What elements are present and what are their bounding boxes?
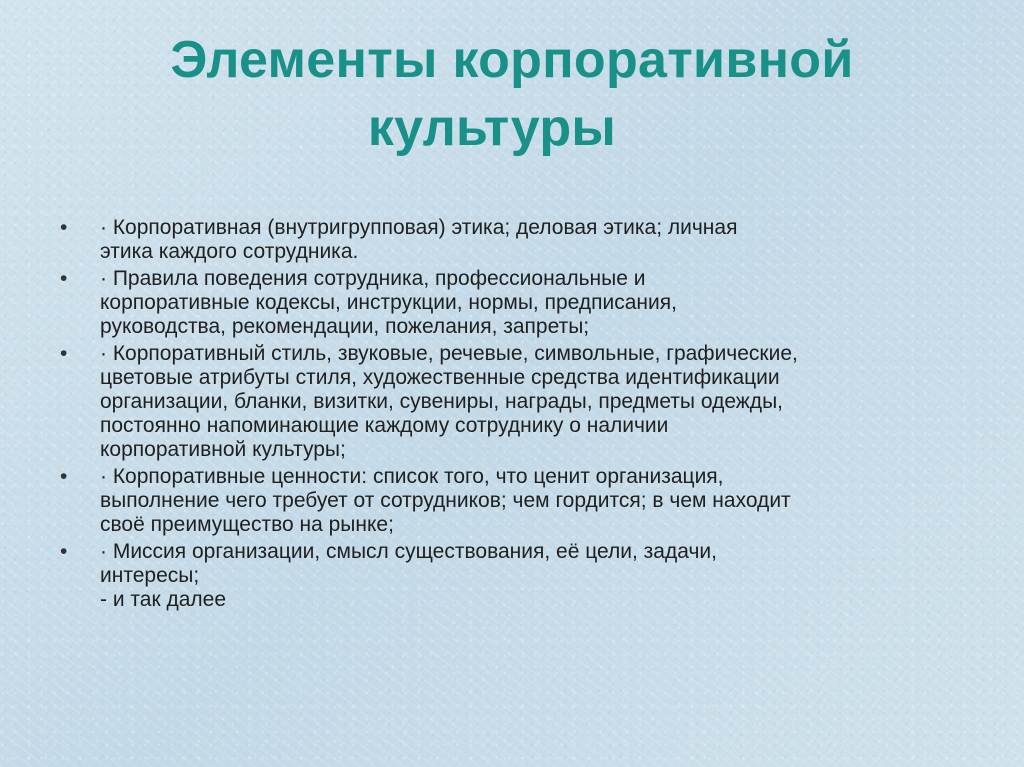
bullet-item-ethics [60,216,980,264]
title-line-2: культуры [367,99,617,157]
bullet-text: · Миссия организации, смысл существования, её цели, задачи, интересы; - и так далее [100,540,717,611]
bullet-dot-icon: • [60,540,68,563]
bullet-item-mission [60,540,980,612]
bullet-item-style [60,342,980,462]
title-line-1: Элементы корпоративной [170,31,854,89]
slide-title [0,26,1024,162]
bullet-text: · Корпоративные ценности: список того, что ценит организация, выполнение чего требует от сотрудников; чем гордится; в чем находит своё преимущество на рынке; [100,465,791,536]
bullet-text: · Корпоративная (внутригрупповая) этика; деловая этика; личная этика каждого сотрудника. [100,216,738,263]
bullet-dot-icon: • [60,342,68,365]
bullet-dot-icon: • [60,267,68,290]
bullet-list [60,216,980,615]
bullet-item-rules [60,267,980,339]
bullet-dot-icon: • [60,465,68,488]
bullet-text: · Правила поведения сотрудника, профессиональные и корпоративные кодексы, инструкции, нормы, предписания, руководства, рекомендации, пожелания, запреты; [100,267,677,338]
bullet-item-values [60,465,980,537]
bullet-dot-icon: • [60,216,68,239]
bullet-text: · Корпоративный стиль, звуковые, речевые, символьные, графические, цветовые атрибуты стиля, художественные средства идентификации организации, бланки, визитки, сувениры, награды, предметы одежды, постоянно напоминающие каждому сотруднику о наличии корпоративной культуры; [100,342,798,461]
